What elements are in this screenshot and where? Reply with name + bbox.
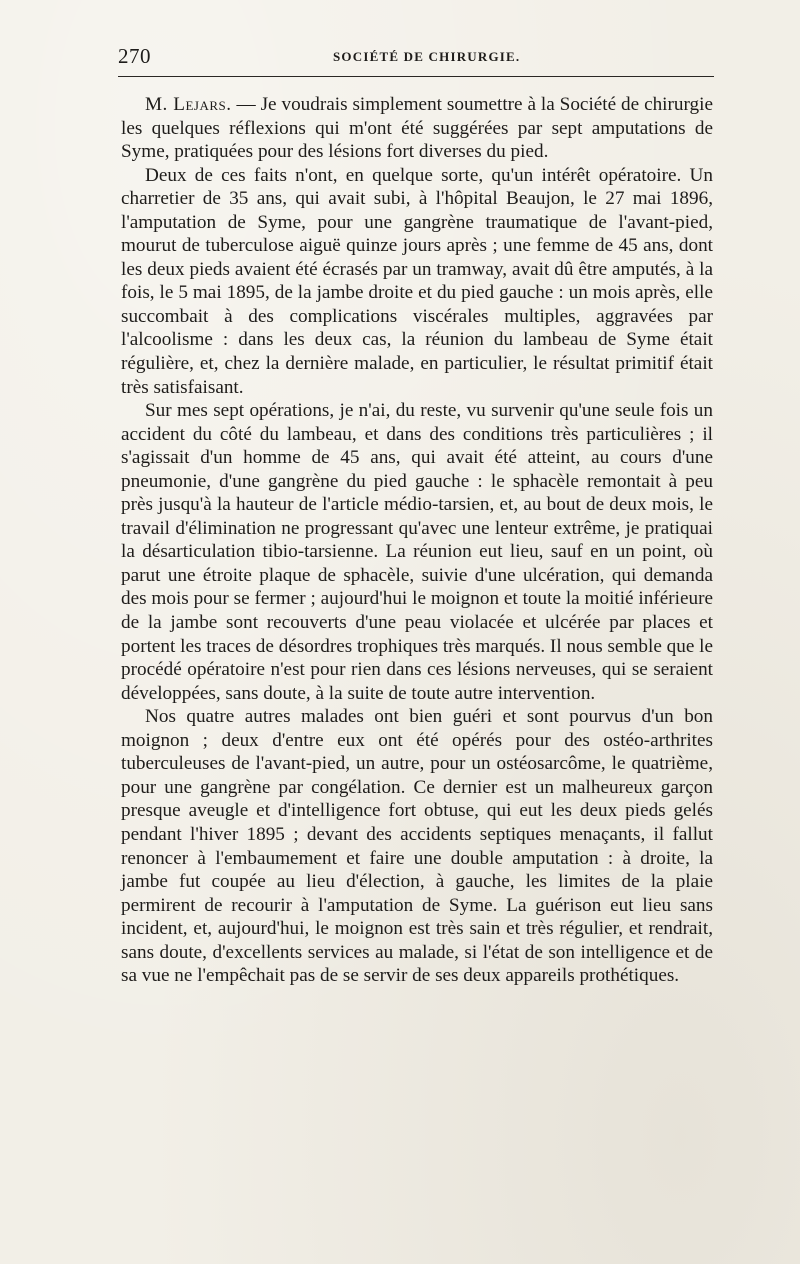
paragraph-2: Deux de ces faits n'ont, en quelque sorte, qu'un intérêt opératoire. Un charretier de 35 ans, qui avait subi, à l'hôpital Beaujon, le 27 mai 1896, l'amputation de Syme, pour une gangrène traumatique de l'avant-pied, mourut de tuberculose aiguë quinze jours après ; une femme de 45 ans, dont les deux pieds avaient été écrasés par un tramway, avait dû être amputés, à la fois, le 5 mai 1895, de la jambe droite et du pied gauche : un mois après, elle succombait à des complications viscérales multiples, aggravées par l'alcoolisme : dans les deux cas, la réunion du lambeau de Syme était régulière, et, chez la dernière malade, en particulier, le résultat primitif était très satisfaisant.	[121, 164, 713, 398]
speaker-name: M. Lejars.	[145, 94, 232, 115]
page-number: 270	[118, 44, 151, 68]
paragraph-4: Nos quatre autres malades ont bien guéri et sont pourvus d'un bon moignon ; deux d'entre eux ont été opérés pour des ostéo-arthrites tuberculeuses de l'avant-pied, un autre, pour un ostéosarcôme, le quatrième, pour une gangrène par congélation. Ce dernier est un malheureux garçon presque aveugle et d'intelligence fort obtuse, qui eut les deux pieds gelés pendant l'hiver 1895 ; devant des accidents septiques menaçants, il fallut renoncer à l'embaumement et faire une double amputation : à droite, la jambe fut coupée au lieu d'élection, à gauche, les limites de la plaie permirent de recourir à l'amputation de Syme. La guérison eut lieu sans incident, et, aujourd'hui, le moignon est très sain et très régulier, et rendrait, sans doute, d'excellents services au malade, si l'état de son intelligence et de sa vue ne l'empêchait pas de se servir de ses deux appareils prothétiques.	[121, 706, 713, 987]
running-head: SOCIÉTÉ DE CHIRURGIE.	[333, 49, 521, 64]
header-rule	[118, 76, 714, 77]
page-header	[118, 40, 714, 70]
paragraph-1	[121, 93, 713, 164]
body-text	[121, 93, 713, 988]
paragraph-3: Sur mes sept opérations, je n'ai, du reste, vu survenir qu'une seule fois un accident du côté du lambeau, et dans des conditions très particulières ; il s'agissait d'un homme de 45 ans, qui avait été atteint, au cours d'une pneumonie, d'une gangrène du pied gauche : le sphacèle remontait à peu près jusqu'à la hauteur de l'article médio-tarsien, et, au bout de deux mois, le travail d'élimination ne progressant qu'avec une lenteur extrême, je pratiquai la désarticulation tibio-tarsienne. La réunion eut lieu, sauf en un point, où parut une étroite plaque de sphacèle, suivie d'une ulcération, qui demanda des mois pour se fermer ; aujourd'hui le moignon et toute la moitié inférieure de la jambe sont recouverts d'une peau violacée et ulcérée par places et portent les traces de désordres trophiques très marqués. Il nous semble que le procédé opératoire n'est pour rien dans ces lésions nerveuses, qui se seraient développées, sans doute, à la suite de toute autre intervention.	[121, 400, 713, 704]
paragraph-1-text: — Je voudrais simplement soumettre à la Société de chirurgie les quelques réflexions qui m'ont été suggérées par sept amputations de Syme, pratiquées pour des lésions fort diverses du pied.	[121, 94, 713, 163]
